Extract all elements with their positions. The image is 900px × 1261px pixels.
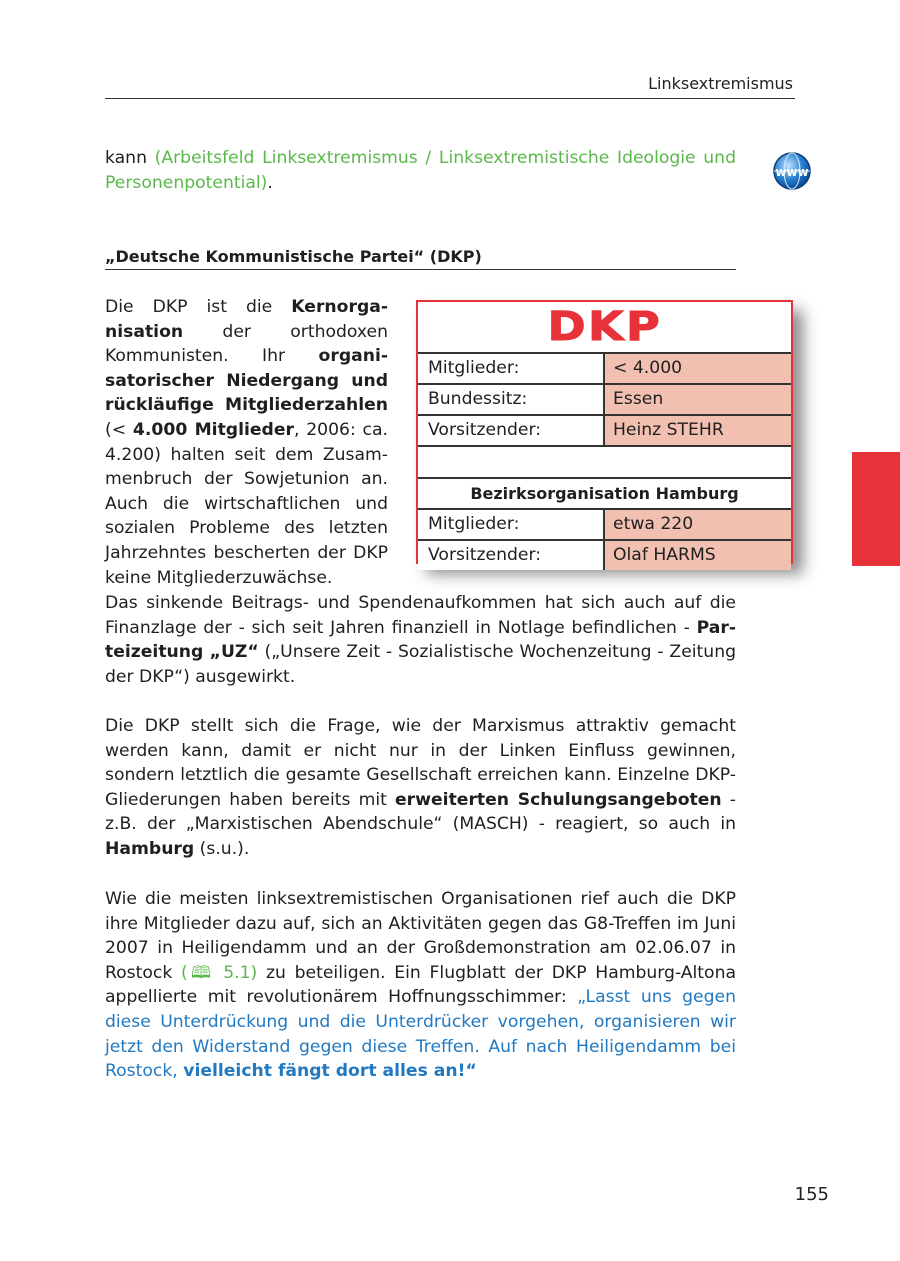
info-row bbox=[418, 385, 791, 416]
text: Die DKP ist die bbox=[105, 297, 292, 317]
text: (s.u.). bbox=[194, 838, 250, 859]
text: Das sinkende Beitrags- und Spendenaufkommen hat sich auch auf die Finanzlage der - sich seit Jahren finanziell in Notlage befindlichen - bbox=[105, 593, 736, 638]
intro-paragraph bbox=[105, 146, 736, 195]
para1-column bbox=[105, 295, 388, 590]
intro-lead: kann bbox=[105, 148, 155, 168]
book-reference-link[interactable]: (🕮 5.1) bbox=[181, 962, 258, 983]
www-globe-icon[interactable] bbox=[772, 151, 812, 191]
info-row bbox=[418, 510, 791, 541]
dkp-logo-text: DKP bbox=[547, 304, 662, 350]
info-label: Mitglieder: bbox=[418, 510, 605, 539]
section-tab-marker bbox=[852, 452, 900, 566]
section-heading: „Deutsche Kommunistische Partei“ (DKP) bbox=[105, 246, 736, 270]
text: Wie die meisten linksextremistischen Organisationen rief auch die DKP ihre Mitglieder dazu auf, sich an Aktivitäten gegen das G8-Treffen im Juni 2007 in Heiligendamm und an der Großdemonstration am 02.06.07 in Rostock bbox=[105, 889, 736, 983]
info-label: Vorsitzender: bbox=[418, 416, 605, 445]
info-label: Bundessitz: bbox=[418, 385, 605, 414]
info-label: Vorsitzender: bbox=[418, 541, 605, 570]
info-label: Mitglieder: bbox=[418, 354, 605, 383]
bold-text: Parteizeitung „UZ“ bbox=[105, 617, 736, 663]
paragraph-3 bbox=[105, 887, 736, 1084]
bold-text: Kernorganisation bbox=[105, 297, 388, 342]
intro-end: . bbox=[267, 172, 273, 193]
info-value: < 4.000 bbox=[605, 354, 791, 383]
info-row bbox=[418, 541, 791, 570]
dkp-info-box bbox=[416, 300, 793, 564]
bold-text: 4.000 Mitglieder bbox=[132, 419, 294, 440]
para1-continuation bbox=[105, 591, 736, 689]
info-row bbox=[418, 416, 791, 447]
bold-text: organisatorischer Niedergang und rückläufige Mitgliederzahlen bbox=[105, 346, 388, 416]
info-value: Olaf HARMS bbox=[605, 541, 791, 570]
svg-text:www: www bbox=[775, 165, 809, 179]
bold-text: erweiterten Schulungsangeboten bbox=[395, 789, 722, 810]
header-rule bbox=[105, 98, 795, 99]
text: , 2006: ca. 4.200) halten seit dem Zusammenbruch der Sowjetunion an. Auch die wirtschaftlichen und sozialen Probleme des letzten Jahrzehntes bescherten der DKP keine Mitgliederzuwächse. bbox=[105, 419, 389, 588]
text: Die DKP stellt sich die Frage, wie der Marxismus attraktiv gemacht werden kann, damit er nicht nur in der Linken Einfluss gewinnen, sondern letztlich die gesamte Gesellschaft erreichen kann. Einzelne DKP-Gliederungen haben bereits mit bbox=[105, 716, 736, 810]
text: zu beteiligen. Ein Flugblatt der DKP Hamburg-Altona appellierte mit revolutionärem Hoffnungsschimmer: bbox=[105, 962, 736, 1008]
page-header-title: Linksextremismus bbox=[648, 74, 793, 93]
info-subheading: Bezirksorganisation Hamburg bbox=[418, 479, 791, 510]
info-row bbox=[418, 354, 791, 385]
paragraph-2 bbox=[105, 714, 736, 862]
text: (< bbox=[105, 419, 133, 440]
quote-text: „Lasst uns gegen diese Unterdrückung und die Unterdrücker vorgehen, organisieren wir jetzt den Widerstand gegen diese Treffen. Auf nach Heiligendamm bei Rostock, bbox=[105, 987, 736, 1082]
bold-text: Hamburg bbox=[105, 838, 195, 859]
dkp-logo bbox=[418, 302, 791, 354]
text: - z.B. der „Marxistischen Abendschule“ (MASCH) - reagiert, so auch in bbox=[105, 789, 737, 835]
info-value: Essen bbox=[605, 385, 791, 414]
spacer-row bbox=[418, 447, 791, 479]
info-value: etwa 220 bbox=[605, 510, 791, 539]
page-number: 155 bbox=[794, 1184, 829, 1205]
text: der orthodoxen Kommunisten. Ihr bbox=[105, 321, 388, 367]
intro-link[interactable]: (Arbeitsfeld Linksextremismus / Linksextremistische Ideologie und Personenpotential) bbox=[105, 148, 736, 193]
text: („Unsere Zeit - Sozialistische Wochenzeitung - Zeitung der DKP“) ausgewirkt. bbox=[105, 642, 736, 687]
info-value: Heinz STEHR bbox=[605, 416, 791, 445]
quote-bold-text: vielleicht fängt dort alles an!“ bbox=[183, 1061, 477, 1082]
